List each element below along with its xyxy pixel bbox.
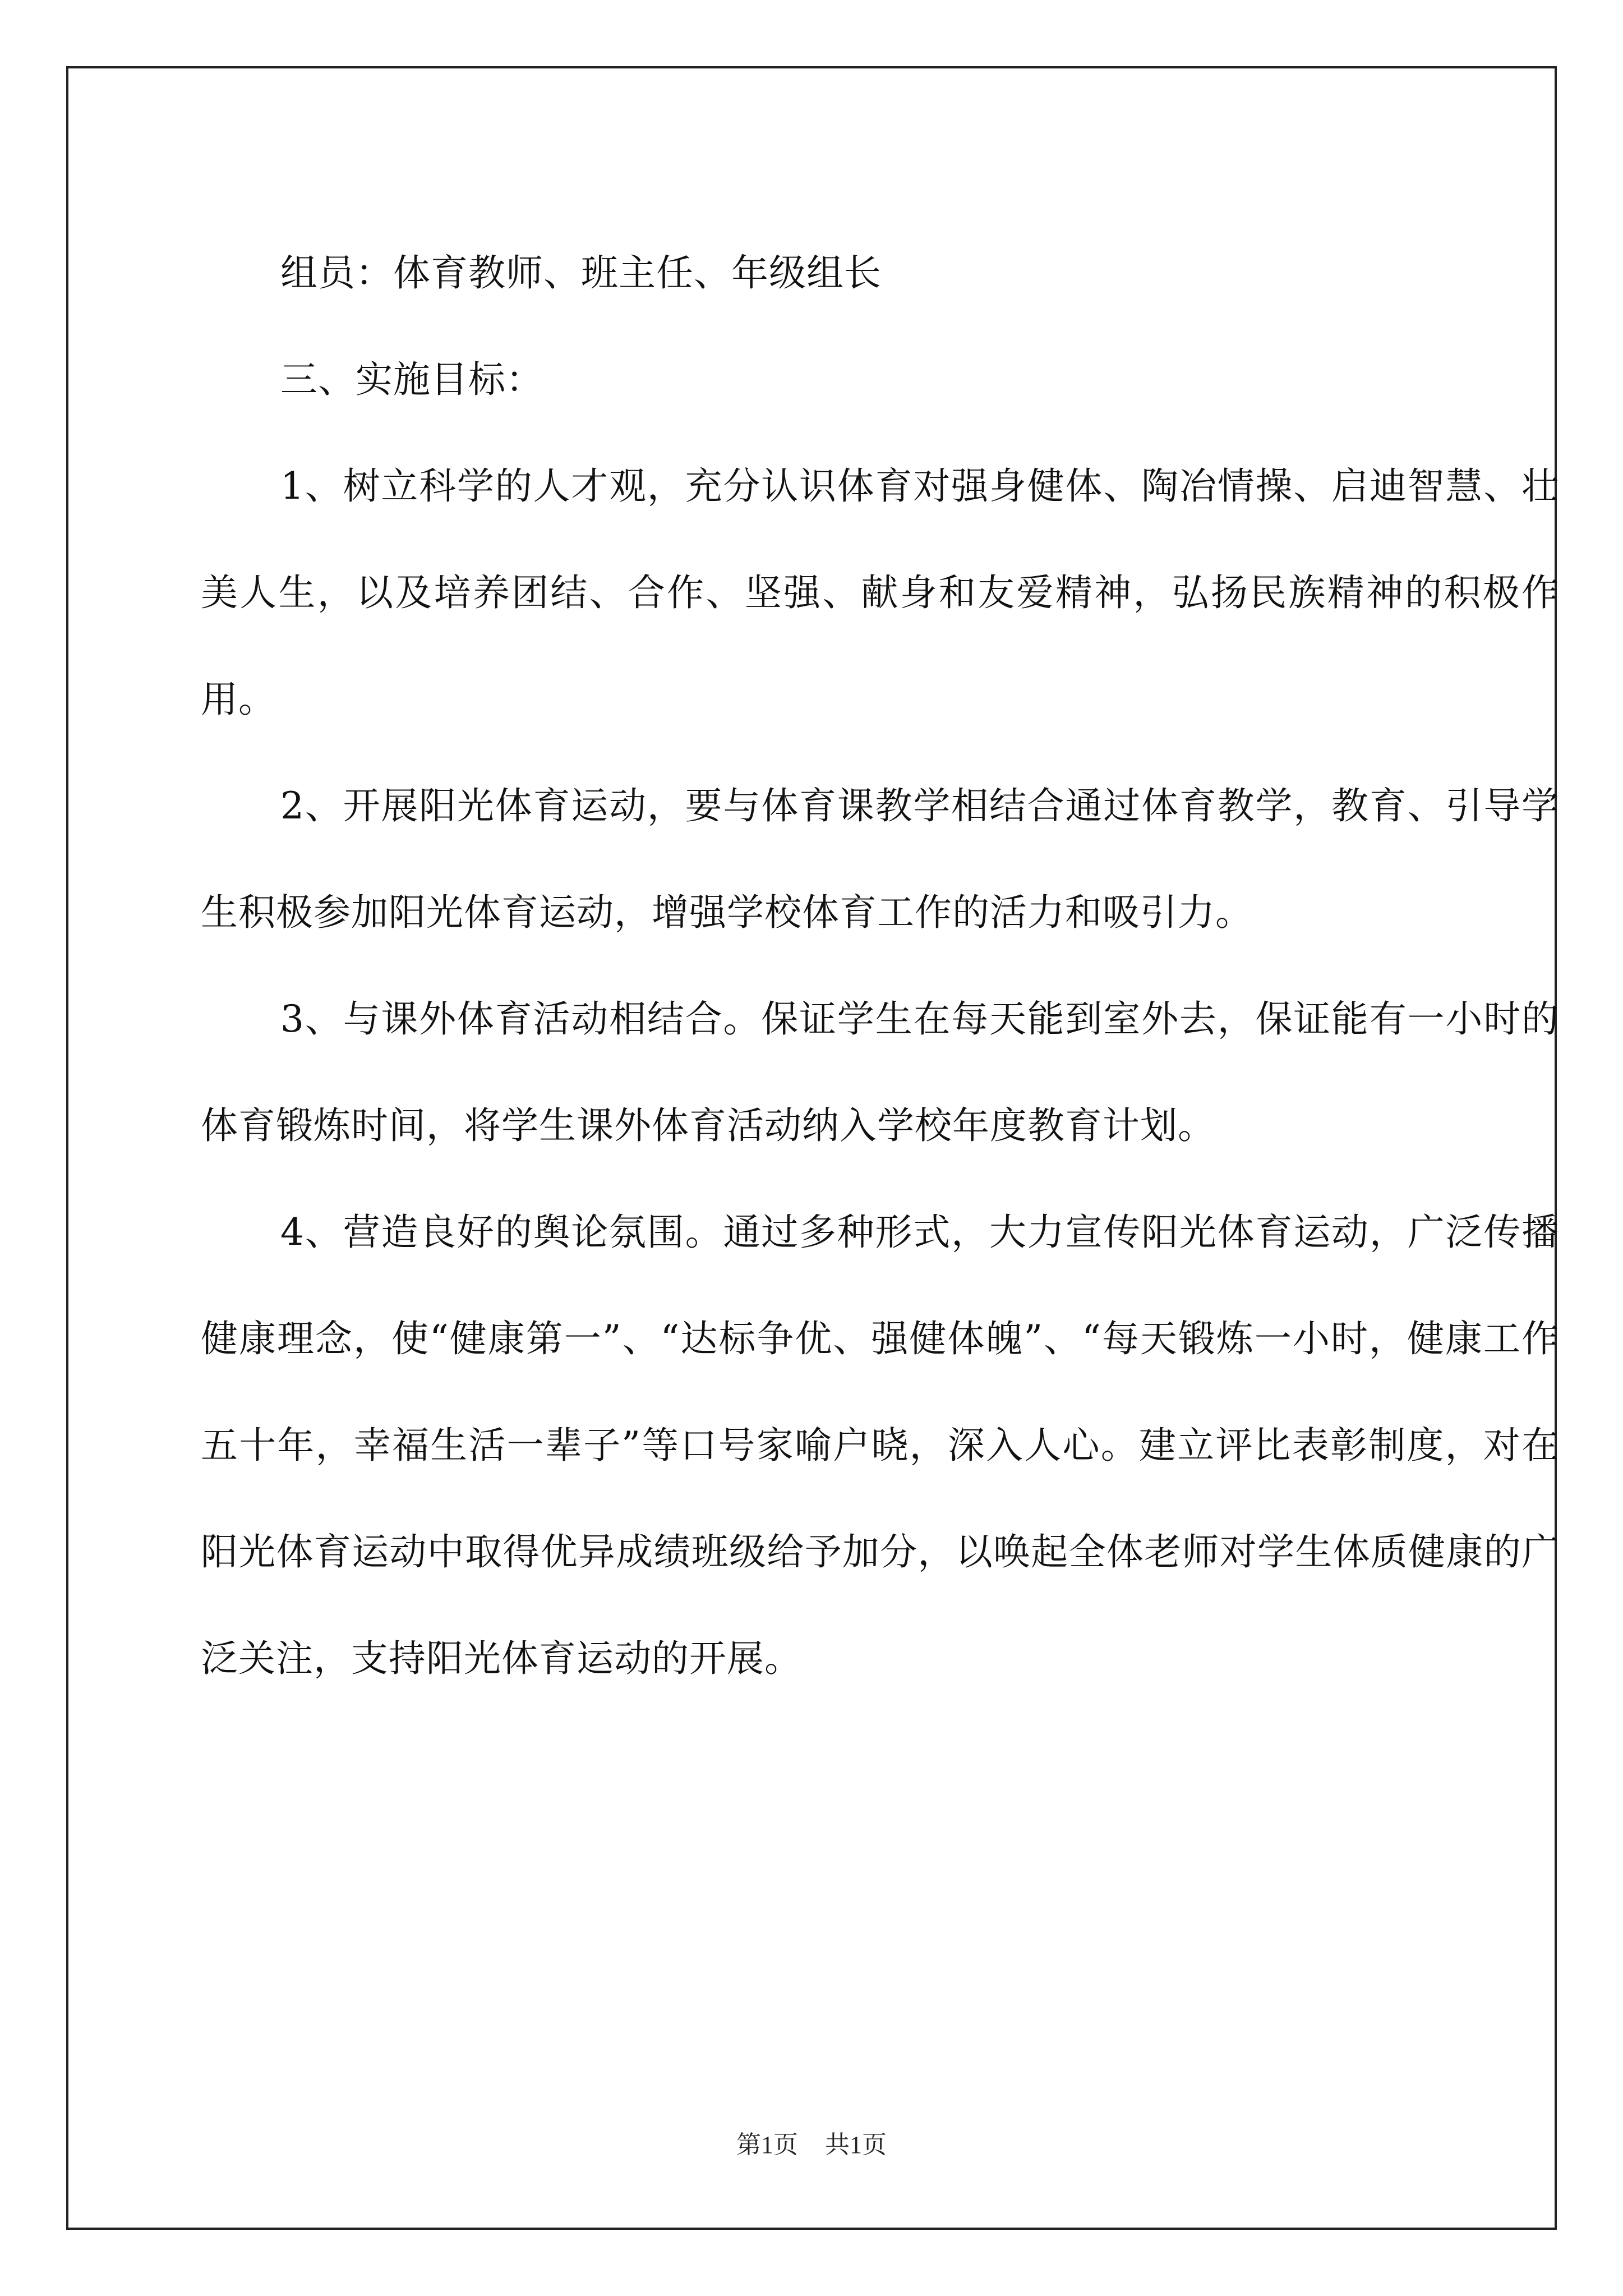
paragraph-goal-3: 3、与课外体育活动相结合。保证学生在每天能到室外去，保证能有一小时的体育锻炼时间，将学生课外体育活动纳入学校年度教育计划。	[201, 997, 1559, 1147]
page-number: 第1页	[736, 2131, 798, 2159]
document-body	[201, 220, 1559, 1712]
page-total: 共1页	[825, 2131, 887, 2159]
paragraph-goal-2: 2、开展阳光体育运动，要与体育课教学相结合通过体育教学，教育、引导学生积极参加阳光体育运动，增强学校体育工作的活力和吸引力。	[201, 784, 1559, 934]
paragraph-goal-1: 1、树立科学的人才观，充分认识体育对强身健体、陶冶情操、启迪智慧、壮美人生，以及培养团结、合作、坚强、献身和友爱精神，弘扬民族精神的积极作用。	[201, 464, 1559, 721]
paragraph-section-heading: 三、实施目标：	[280, 358, 543, 401]
page-footer	[68, 2128, 1555, 2162]
paragraph-members: 组员：体育教师、班主任、年级组长	[280, 251, 882, 295]
paragraph-goal-4: 4、营造良好的舆论氛围。通过多种形式，大力宣传阳光体育运动，广泛传播健康理念，使“健康第一”、“达标争优、强健体魄”、“每天锻炼一小时，健康工作五十年，幸福生活一辈子”等口号家喻户晓，深入人心。建立评比表彰制度，对在阳光体育运动中取得优异成绩班级给予加分，以唤起全体老师对学生体质健康的广泛关注，支持阳光体育运动的开展。	[201, 1211, 1559, 1680]
page-frame	[66, 66, 1557, 2230]
